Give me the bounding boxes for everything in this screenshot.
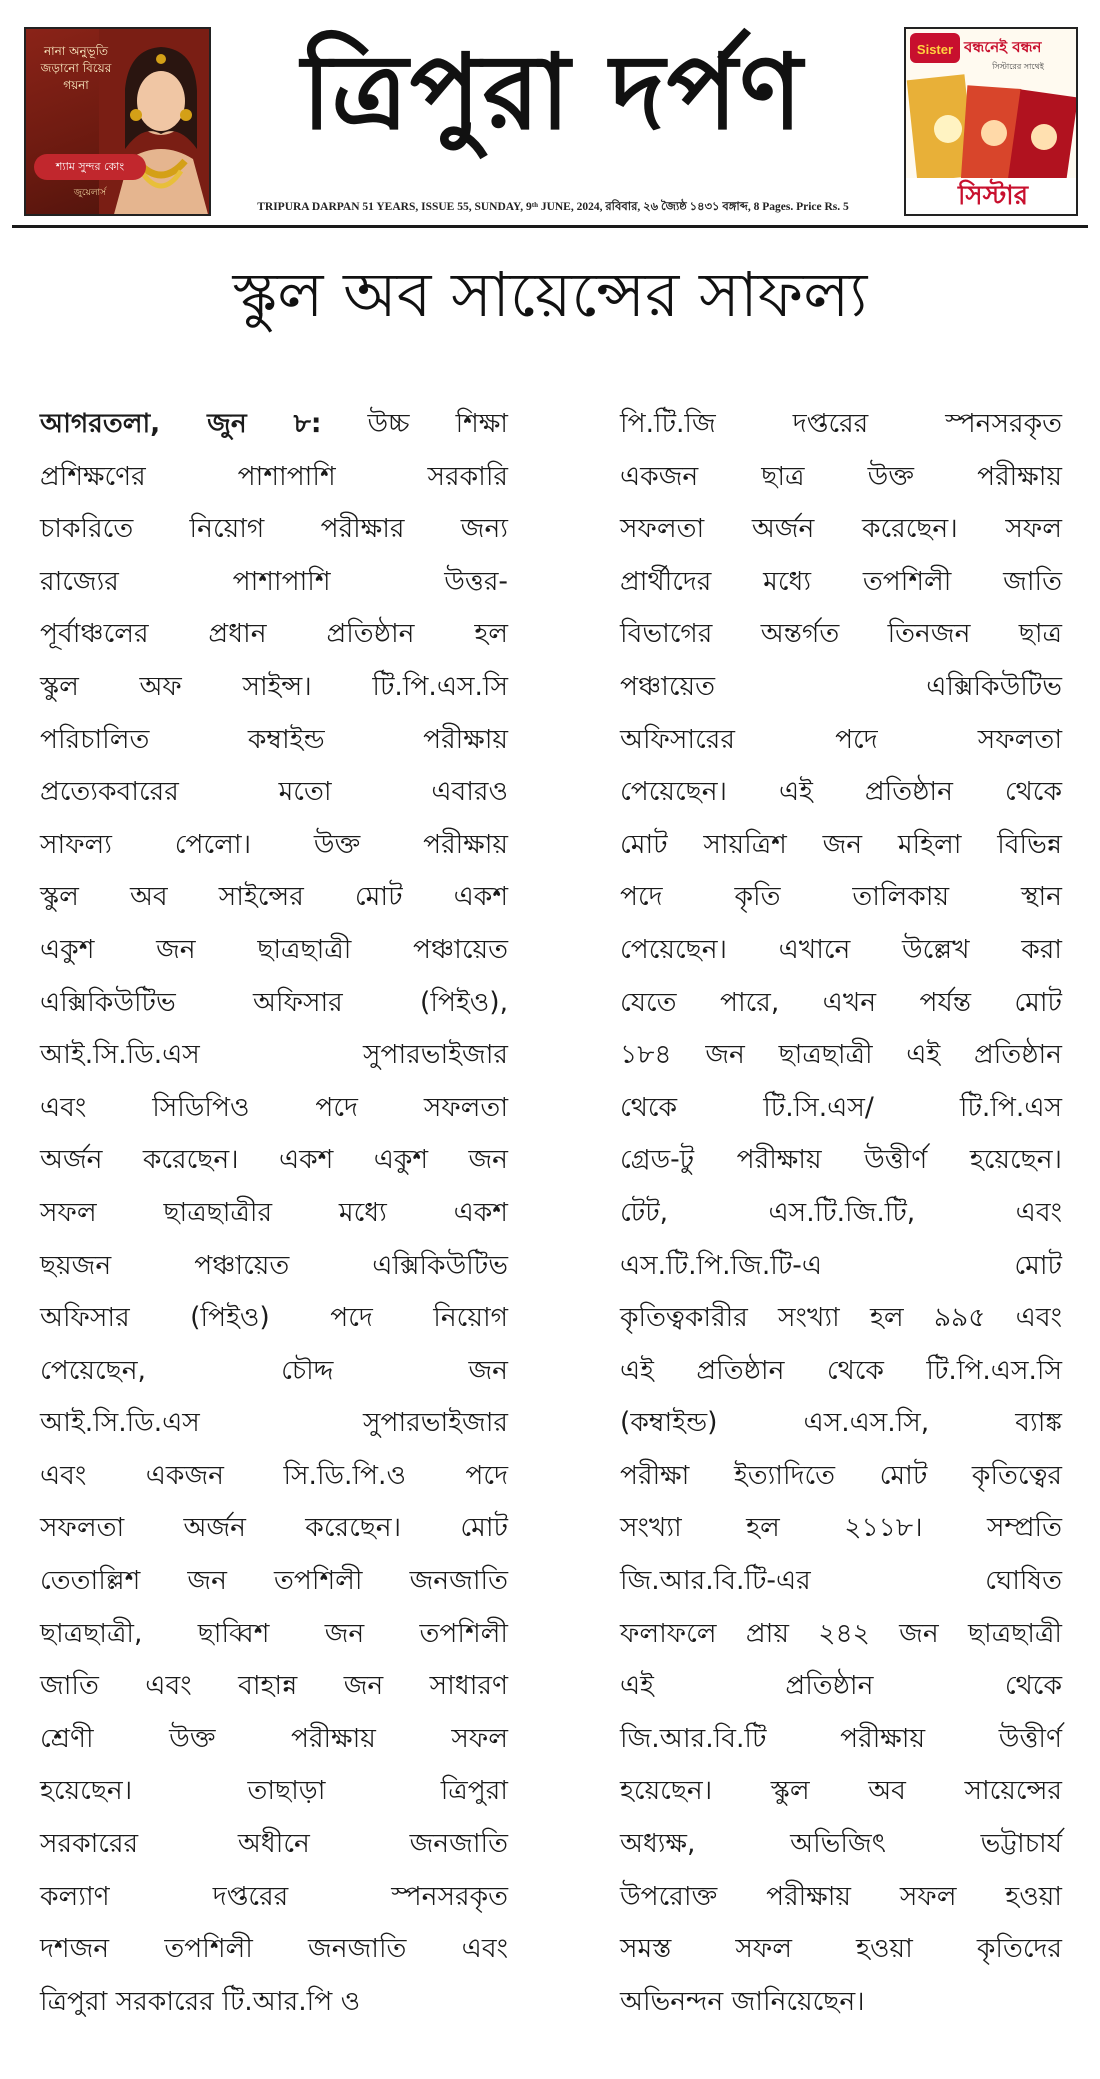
article-line: থেকে টি.সি.এস/ টি.পি.এস [620, 1091, 1062, 1123]
article-line: (কম্বাইন্ড) এস.এস.সি, ব্যাঙ্ক [620, 1407, 1062, 1439]
article-line: চাকরিতে নিয়োগ পরীক্ষার জন্য [40, 513, 508, 545]
article-line: গ্রেড-টু পরীক্ষায় উত্তীর্ণ হয়েছেন। [620, 1144, 1062, 1176]
article-line: ১৮৪ জন ছাত্রছাত্রী এই প্রতিষ্ঠান [620, 1039, 1062, 1071]
article-line: অফিসারের পদে সফলতা [620, 723, 1062, 755]
article-column-right [620, 398, 1062, 2028]
article-line: প্রশিক্ষণের পাশাপাশি সরকারি [40, 460, 508, 492]
article-line: এই প্রতিষ্ঠান থেকে টি.পি.এস.সি [620, 1354, 1062, 1386]
article-line: দশজন তপশিলী জনজাতি এবং [40, 1933, 508, 1965]
article-first-line [40, 398, 508, 451]
article-line: একুশ জন ছাত্রছাত্রী পঞ্চায়েত [40, 933, 508, 965]
masthead-title-block [228, 22, 878, 162]
article-line: জি.আর.বি.টি পরীক্ষায় উত্তীর্ণ [620, 1722, 1062, 1754]
ad-brand-subtitle: জুয়েলার্স [73, 188, 107, 198]
ad-tagline: নানা অনুভূতি জড়ানো বিয়ের গয়না [40, 44, 112, 92]
ad-brand-name: সিস্টার [906, 178, 1078, 214]
article-line: শ্রেণী উক্ত পরীক্ষায় সফল [40, 1722, 508, 1754]
issue-line: TRIPURA DARPAN 51 YEARS, ISSUE 55, SUNDAY, 9ᵗʰ JUNE, 2024, রবিবার, ২৬ জ্যৈষ্ঠ ১৪৩১ বঙ্গাব্দ, 8 Pages. Price Rs. 5 [257, 201, 849, 213]
article-line: প্রার্থীদের মধ্যে তপশিলী জাতি [620, 565, 1062, 597]
article-line: টেট, এস.টি.জি.টি, এবং [620, 1196, 1062, 1228]
article-line: অফিসার (পিইও) পদে নিয়োগ [40, 1302, 508, 1334]
jewellery-advertisement [24, 27, 211, 216]
article-line: অভিনন্দন জানিয়েছেন। [620, 1985, 865, 2017]
article-line: ত্রিপুরা সরকারের টি.আর.পি ও [40, 1985, 361, 2017]
article-left-lines [40, 451, 508, 2029]
article-line: স্কুল অফ সাইন্স। টি.পি.এস.সি [40, 670, 508, 702]
article-line: প্রত্যেকবারের মতো এবারও [40, 776, 508, 808]
spice-advertisement [904, 27, 1078, 216]
article-line: সরকারের অধীনে জনজাতি [40, 1828, 508, 1860]
article-dateline: আগরতলা, জুন ৮: [40, 408, 322, 439]
article-line: সফল ছাত্রছাত্রীর মধ্যে একশ [40, 1196, 508, 1228]
article-line: জি.আর.বি.টি-এর ঘোষিত [620, 1565, 1062, 1597]
article-line: তেতাল্লিশ জন তপশিলী জনজাতি [40, 1565, 508, 1597]
article-line: একজন ছাত্র উক্ত পরীক্ষায় [620, 460, 1062, 492]
article-line: পেয়েছেন। এখানে উল্লেখ করা [620, 933, 1062, 965]
article-line: ছাত্রছাত্রী, ছাব্বিশ জন তপশিলী [40, 1617, 508, 1649]
article-line: পরীক্ষা ইত্যাদিতে মোট কৃতিত্বের [620, 1459, 1062, 1491]
article-line: এই প্রতিষ্ঠান থেকে [620, 1670, 1062, 1702]
article-line: ছয়জন পঞ্চায়েত এক্সিকিউটিভ [40, 1249, 508, 1281]
article-line: মোট সায়ত্রিশ জন মহিলা বিভিন্ন [620, 828, 1062, 860]
article-line: কৃতিত্বকারীর সংখ্যা হল ৯৯৫ এবং [620, 1302, 1062, 1334]
article-line: হয়েছেন। স্কুল অব সায়েন্সের [620, 1775, 1062, 1807]
article-line: আই.সি.ডি.এস সুপারভাইজার [40, 1039, 508, 1071]
article-line: রাজ্যের পাশাপাশি উত্তর- [40, 565, 508, 597]
article-line: অর্জন করেছেন। একশ একুশ জন [40, 1144, 508, 1176]
newspaper-title: ত্রিপুরা দর্পণ [301, 30, 805, 153]
article-line: এক্সিকিউটিভ অফিসার (পিইও), [40, 986, 508, 1018]
article-line: এস.টি.পি.জি.টি-এ মোট [620, 1249, 1062, 1281]
article-line: আই.সি.ডি.এস সুপারভাইজার [40, 1407, 508, 1439]
article-line: সাফল্য পেলো। উক্ত পরীক্ষায় [40, 828, 508, 860]
article-line: পরিচালিত কম্বাইন্ড পরীক্ষায় [40, 723, 508, 755]
article-line: অধ্যক্ষ, অভিজিৎ ভট্টাচার্য [620, 1828, 1062, 1860]
masthead-divider [12, 225, 1088, 228]
pack-logo-text: Sister [916, 42, 954, 57]
article-line: সমস্ত সফল হওয়া কৃতিদের [620, 1933, 1062, 1965]
article-line: কল্যাণ দপ্তরের স্পনসরকৃত [40, 1880, 508, 1912]
ad-slogan: বন্ধনেই বন্ধন [964, 38, 1042, 56]
article-line: এবং সিডিপিও পদে সফলতা [40, 1091, 508, 1123]
article-line: উপরোক্ত পরীক্ষায় সফল হওয়া [620, 1880, 1062, 1912]
article-line: সফলতা অর্জন করেছেন। সফল [620, 513, 1062, 545]
article-line: যেতে পারে, এখন পর্যন্ত মোট [620, 986, 1062, 1018]
article-line: স্কুল অব সাইন্সের মোট একশ [40, 881, 508, 913]
ad-slogan-sub: সিস্টারের সাথেই [992, 62, 1044, 71]
article-line: পেয়েছেন। এই প্রতিষ্ঠান থেকে [620, 776, 1062, 808]
article-line: সফলতা অর্জন করেছেন। মোট [40, 1512, 508, 1544]
ad-brand-badge: শ্যাম সুন্দর কোং [34, 154, 146, 180]
article-line: পদে কৃতি তালিকায় স্থান [620, 881, 1062, 913]
article-line: ফলাফলে প্রায় ২৪২ জন ছাত্রছাত্রী [620, 1617, 1062, 1649]
article-line: হয়েছেন। তাছাড়া ত্রিপুরা [40, 1775, 508, 1807]
article-headline: স্কুল অব সায়েন্সের সাফল্য [232, 258, 868, 331]
article-line: এবং একজন সি.ডি.পি.ও পদে [40, 1459, 508, 1491]
article-column-left [40, 398, 508, 2028]
article-line: পি.টি.জি দপ্তরের স্পনসরকৃত [620, 408, 1062, 439]
article-line: সংখ্যা হল ২১১৮। সম্প্রতি [620, 1512, 1062, 1544]
article-first-line-rest: উচ্চ শিক্ষা [321, 408, 508, 439]
masthead [0, 0, 1100, 232]
article-line: পঞ্চায়েত এক্সিকিউটিভ [620, 670, 1062, 702]
article-right-lines [620, 398, 1062, 2028]
article-line: জাতি এবং বাহান্ন জন সাধারণ [40, 1670, 508, 1702]
article-line: বিভাগের অন্তর্গত তিনজন ছাত্র [620, 618, 1062, 650]
article-line: পূর্বাঞ্চলের প্রধান প্রতিষ্ঠান হল [40, 618, 508, 650]
article-line: পেয়েছেন, চৌদ্দ জন [40, 1354, 508, 1386]
